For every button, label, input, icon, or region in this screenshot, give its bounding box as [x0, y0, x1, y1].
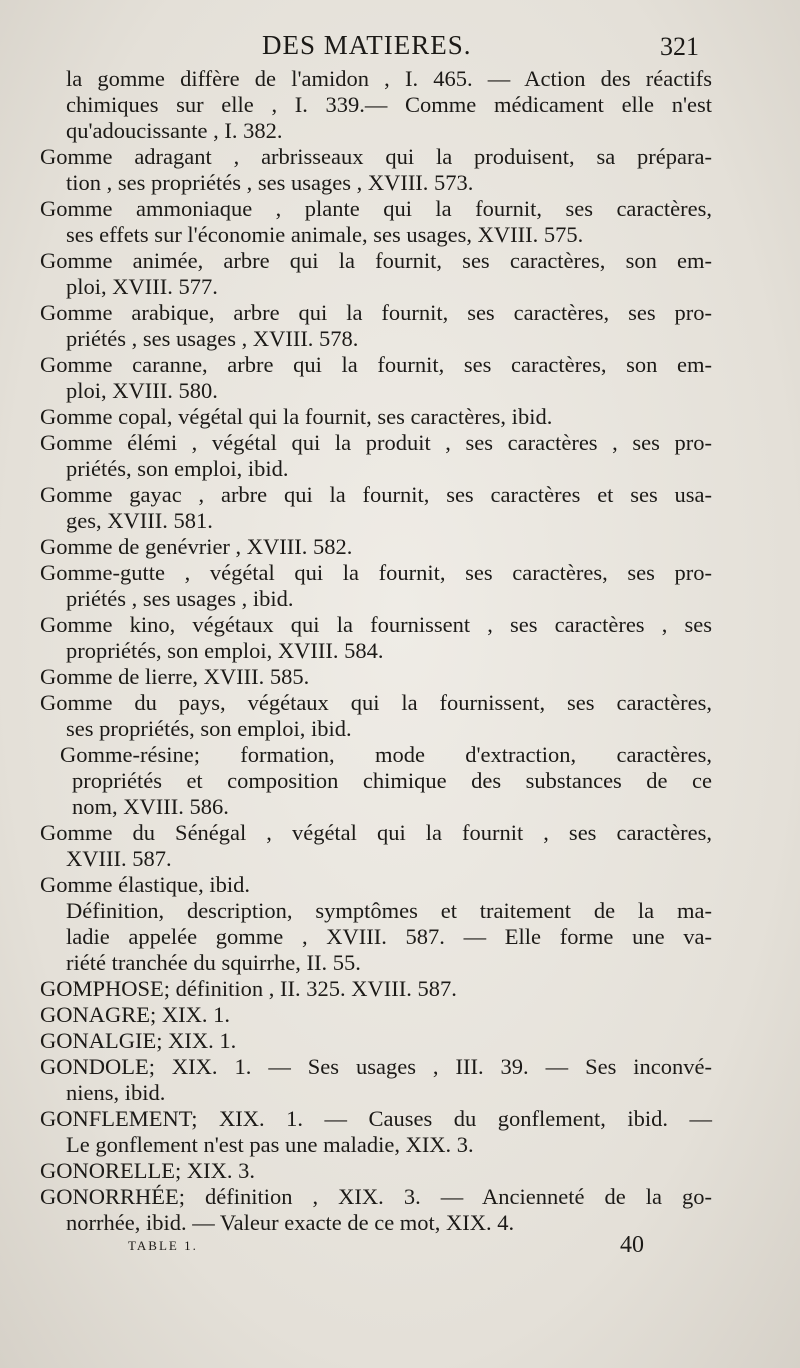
page-number: 321 — [660, 32, 699, 61]
running-title: DES MATIERES. — [262, 30, 472, 60]
index-line: ploi, XVIII. 580. — [66, 378, 218, 403]
index-line: Gomme caranne, arbre qui la fournit, ses caractères, son em- — [40, 352, 712, 377]
index-line: ses propriétés, son emploi, ibid. — [66, 716, 352, 741]
index-line: chimiques sur elle , I. 339.— Comme médicament elle n'est — [66, 92, 712, 117]
index-line: priétés , ses usages , ibid. — [66, 586, 294, 611]
index-line: Gomme élémi , végétal qui la produit , ses caractères , ses pro- — [40, 430, 712, 455]
index-line: Gomme de lierre, XVIII. 585. — [40, 664, 310, 689]
signature-mark: TABLE 1. — [128, 1238, 198, 1253]
index-line: GOMPHOSE; définition , II. 325. XVIII. 587. — [40, 976, 457, 1001]
index-line: GONDOLE; XIX. 1. — Ses usages , III. 39. — Ses inconvé- — [40, 1054, 712, 1079]
index-line: GONORELLE; XIX. 3. — [40, 1158, 255, 1183]
index-line: Le gonflement n'est pas une maladie, XIX. 3. — [66, 1132, 474, 1157]
index-line: Gomme adragant , arbrisseaux qui la produisent, sa prépara- — [40, 144, 712, 169]
index-line: Gomme arabique, arbre qui la fournit, ses caractères, ses pro- — [40, 300, 712, 325]
index-line: GONORRHÉE; définition , XIX. 3. — Ancienneté de la go- — [40, 1184, 712, 1209]
index-line: GONFLEMENT; XIX. 1. — Causes du gonflement, ibid. — — [40, 1106, 712, 1131]
index-line: Gomme ammoniaque , plante qui la fournit, ses caractères, — [40, 196, 712, 221]
index-line: GONAGRE; XIX. 1. — [40, 1002, 230, 1027]
index-line: ploi, XVIII. 577. — [66, 274, 218, 299]
index-line: priétés, son emploi, ibid. — [66, 456, 289, 481]
page-header — [0, 30, 800, 66]
sheet-number: 40 — [620, 1232, 644, 1258]
page-footer — [0, 1232, 800, 1262]
index-line: Gomme du pays, végétaux qui la fournissent, ses caractères, — [40, 690, 712, 715]
index-line: Gomme-résine; formation, mode d'extraction, caractères, — [60, 742, 712, 767]
index-entries — [40, 66, 712, 1236]
index-line: nom, XVIII. 586. — [72, 794, 229, 819]
index-line: niens, ibid. — [66, 1080, 166, 1105]
index-line: riété tranchée du squirrhe, II. 55. — [66, 950, 361, 975]
index-line: ladie appelée gomme , XVIII. 587. — Elle forme une va- — [66, 924, 712, 949]
index-line: qu'adoucissante , I. 382. — [66, 118, 283, 143]
index-line: propriétés, son emploi, XVIII. 584. — [66, 638, 384, 663]
index-line: Définition, description, symptômes et traitement de la ma- — [66, 898, 712, 923]
index-line: ses effets sur l'économie animale, ses usages, XVIII. 575. — [66, 222, 584, 247]
index-line: Gomme copal, végétal qui la fournit, ses caractères, ibid. — [40, 404, 553, 429]
index-line: tion , ses propriétés , ses usages , XVIII. 573. — [66, 170, 474, 195]
index-line: Gomme-gutte , végétal qui la fournit, ses caractères, ses pro- — [40, 560, 712, 585]
index-line: Gomme de genévrier , XVIII. 582. — [40, 534, 353, 559]
index-line: Gomme élastique, ibid. — [40, 872, 250, 897]
index-line: Gomme du Sénégal , végétal qui la fournit , ses caractères, — [40, 820, 712, 845]
index-line: la gomme diffère de l'amidon , I. 465. — Action des réactifs — [66, 66, 712, 91]
index-line: propriétés et composition chimique des substances de ce — [72, 768, 712, 793]
index-line: Gomme kino, végétaux qui la fournissent , ses caractères , ses — [40, 612, 712, 637]
index-line: XVIII. 587. — [66, 846, 172, 871]
index-line: norrhée, ibid. — Valeur exacte de ce mot, XIX. 4. — [66, 1210, 515, 1235]
index-line: priétés , ses usages , XVIII. 578. — [66, 326, 359, 351]
index-line: GONALGIE; XIX. 1. — [40, 1028, 237, 1053]
index-line: ges, XVIII. 581. — [66, 508, 213, 533]
index-line: Gomme gayac , arbre qui la fournit, ses caractères et ses usa- — [40, 482, 712, 507]
index-line: Gomme animée, arbre qui la fournit, ses caractères, son em- — [40, 248, 712, 273]
